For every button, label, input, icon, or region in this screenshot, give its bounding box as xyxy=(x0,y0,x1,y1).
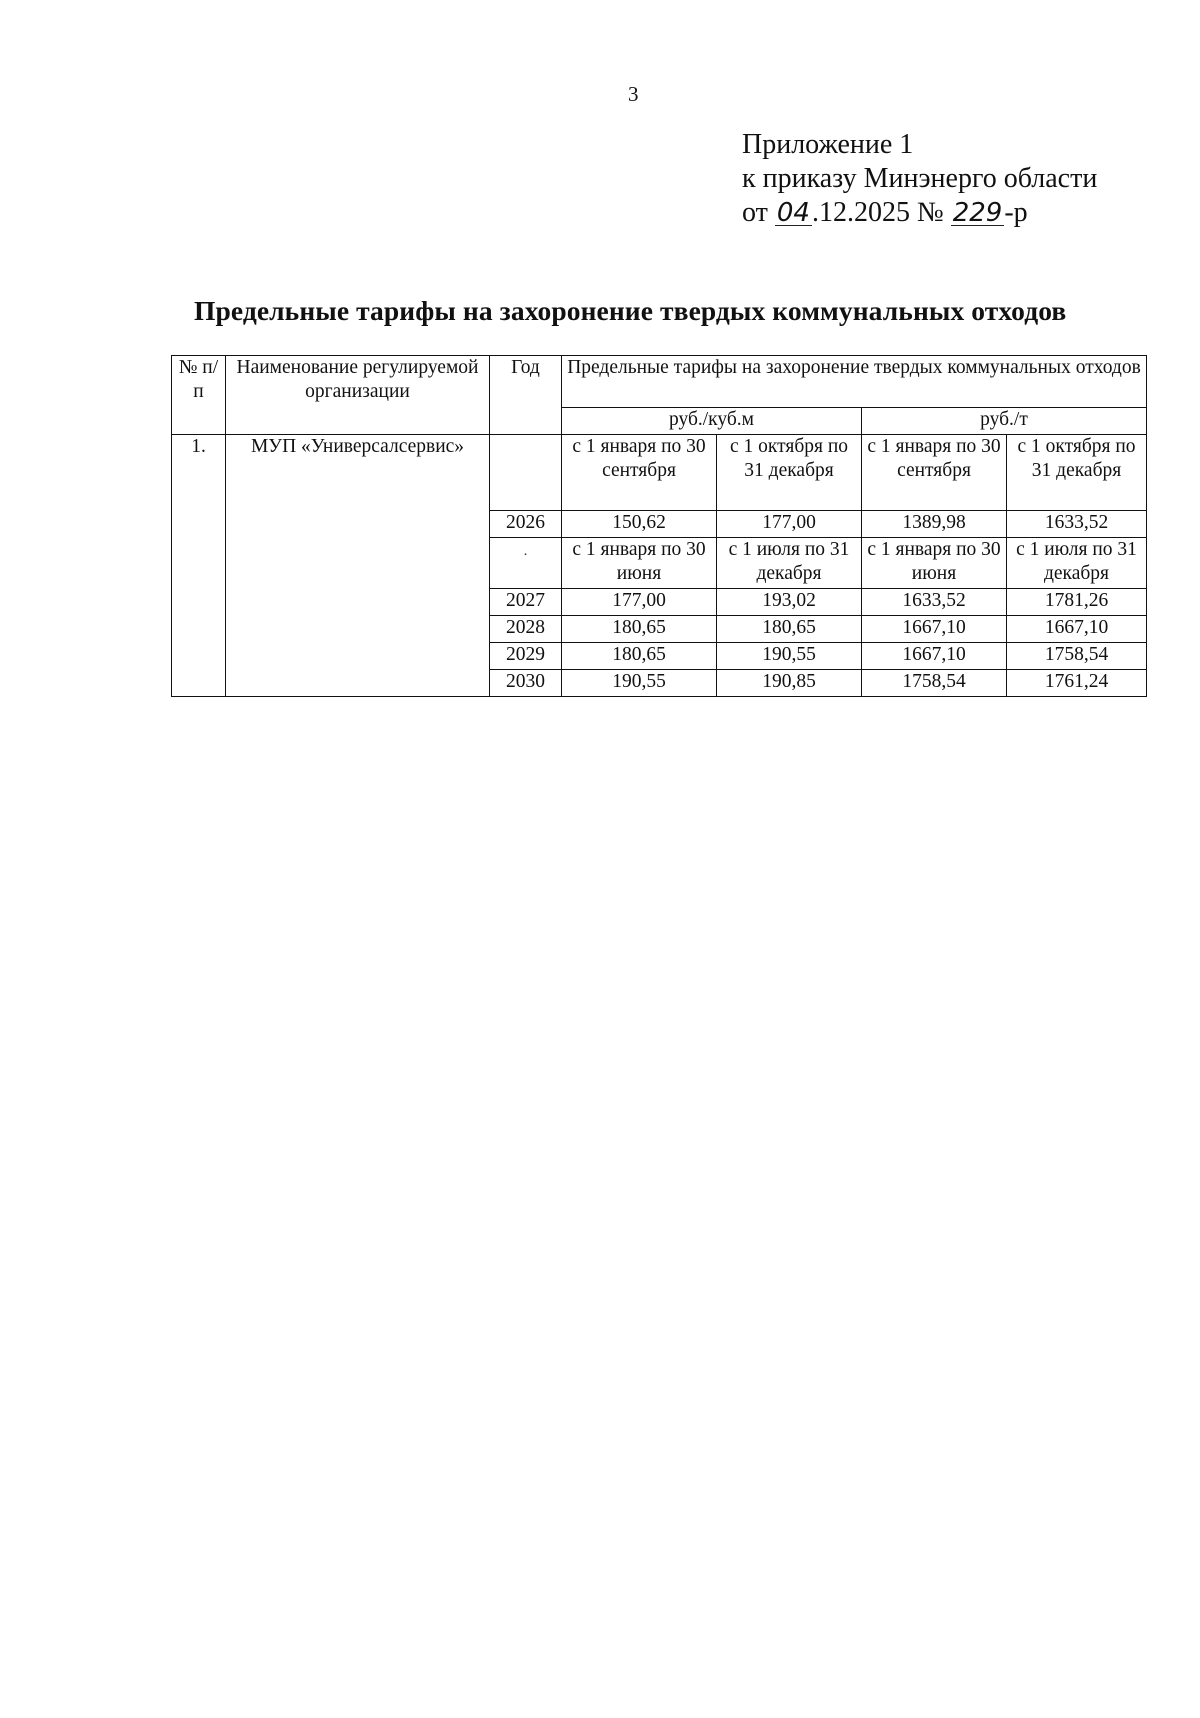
appendix-from-label: от xyxy=(742,197,768,228)
value-cell: 190,85 xyxy=(717,670,862,697)
period-header-cell: с 1 июля по 31 декабря xyxy=(717,538,862,589)
appendix-block xyxy=(742,128,1097,230)
header-year: Год xyxy=(490,356,562,435)
value-cell: 1667,10 xyxy=(862,616,1007,643)
period-header-cell: с 1 января по 30 сентября xyxy=(862,435,1007,511)
year-cell: 2028 xyxy=(490,616,562,643)
handwritten-date-day: 04 xyxy=(776,198,810,228)
year-cell: 2030 xyxy=(490,670,562,697)
value-cell: 180,65 xyxy=(562,616,717,643)
placeholder-mark: . xyxy=(523,544,528,559)
value-cell: 177,00 xyxy=(717,511,862,538)
year-cell: 2026 xyxy=(490,511,562,538)
value-cell: 1667,10 xyxy=(1007,616,1147,643)
handwritten-order-number: 229 xyxy=(952,198,1003,228)
value-cell: 1633,52 xyxy=(862,589,1007,616)
organization-cell: МУП «Универсалсервис» xyxy=(226,435,490,697)
appendix-line-1: Приложение 1 xyxy=(742,129,914,160)
period-header-cell: с 1 января по 30 сентября xyxy=(562,435,717,511)
value-cell: 190,55 xyxy=(562,670,717,697)
value-cell: 1758,54 xyxy=(862,670,1007,697)
value-cell: 193,02 xyxy=(717,589,862,616)
value-cell: 1633,52 xyxy=(1007,511,1147,538)
period-header-cell: с 1 июля по 31 декабря xyxy=(1007,538,1147,589)
value-cell: 1389,98 xyxy=(862,511,1007,538)
period-header-cell: с 1 октября по 31 декабря xyxy=(1007,435,1147,511)
tariffs-table xyxy=(171,355,1147,697)
appendix-suffix: -р xyxy=(1004,197,1028,228)
value-cell: 177,00 xyxy=(562,589,717,616)
value-cell: 1667,10 xyxy=(862,643,1007,670)
appendix-line-2: к приказу Минэнерго области xyxy=(742,163,1098,194)
value-cell: 180,65 xyxy=(562,643,717,670)
value-cell: 1781,26 xyxy=(1007,589,1147,616)
header-num: № п/п xyxy=(172,356,226,435)
value-cell: 1761,24 xyxy=(1007,670,1147,697)
period-header-cell: с 1 января по 30 июня xyxy=(562,538,717,589)
period-header-cell: с 1 октября по 31 декабря xyxy=(717,435,862,511)
period-row-2026 xyxy=(172,435,1147,511)
value-cell: 1758,54 xyxy=(1007,643,1147,670)
period-header-cell: с 1 января по 30 июня xyxy=(862,538,1007,589)
year-cell: 2029 xyxy=(490,643,562,670)
document-title: Предельные тарифы на захоронение твердых коммунальных отходов xyxy=(194,295,1067,326)
year-empty-cell xyxy=(490,435,562,511)
header-row-1 xyxy=(172,356,1147,408)
header-tariffs: Предельные тарифы на захоронение твердых коммунальных отходов xyxy=(562,356,1147,408)
appendix-line-3 xyxy=(742,196,1097,230)
header-unit-mass: руб./т xyxy=(862,408,1147,435)
value-cell: 190,55 xyxy=(717,643,862,670)
value-cell: 180,65 xyxy=(717,616,862,643)
header-organization: Наименование регулируемой организации xyxy=(226,356,490,435)
value-cell: 150,62 xyxy=(562,511,717,538)
year-placeholder-cell xyxy=(490,538,562,589)
header-unit-volume: руб./куб.м xyxy=(562,408,862,435)
appendix-date-rest: .12.2025 № xyxy=(811,197,944,228)
page-number: 3 xyxy=(628,82,639,106)
year-cell: 2027 xyxy=(490,589,562,616)
row-number-cell: 1. xyxy=(172,435,226,697)
